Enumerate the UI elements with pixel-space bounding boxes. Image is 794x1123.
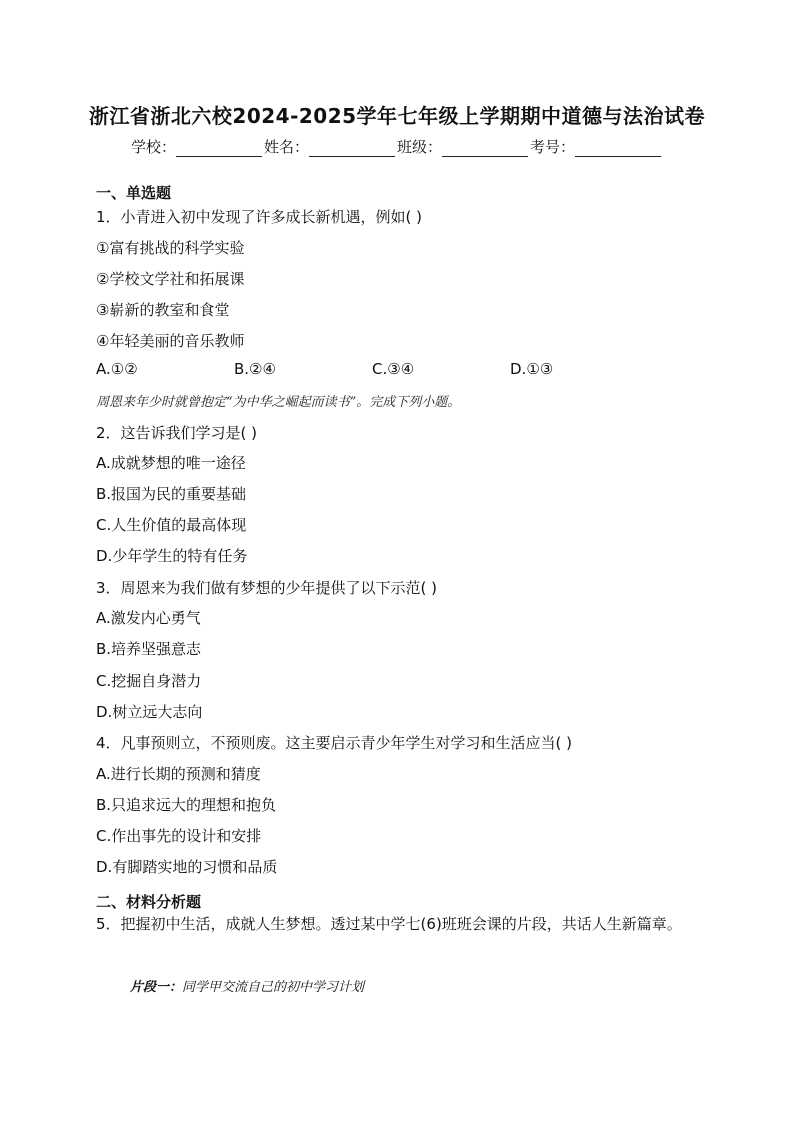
question-1-stem: 1．小青进入初中发现了许多成长新机遇，例如( ) [96,208,423,226]
fragment-1-label: 片段一： [130,980,183,995]
question-4-option-b[interactable]: B.只追求远大的理想和抱负 [96,796,277,814]
student-info-row [0,136,794,157]
name-label: 姓名： [263,138,309,156]
question-2-option-a[interactable]: A.成就梦想的唯一途径 [96,454,246,472]
question-1-option-d[interactable]: D.①③ [510,360,554,378]
material-intro: 周恩来年少时就曾抱定“为中华之崛起而读书”。完成下列小题。 [96,395,461,410]
name-field [264,136,397,157]
question-1-option-c[interactable]: C.③④ [372,360,415,378]
fragment-1-text: 同学甲交流自己的初中学习计划 [182,980,365,995]
question-3-option-d[interactable]: D.树立远大志向 [96,703,203,721]
question-3-stem: 3．周恩来为我们做有梦想的少年提供了以下示范( ) [96,579,438,597]
number-field [530,136,663,157]
question-3-option-b[interactable]: B.培养坚强意志 [96,640,202,658]
section-heading-single-choice: 一、单选题 [96,184,172,202]
question-2-option-c[interactable]: C.人生价值的最高体现 [96,516,247,534]
question-5-stem: 5．把握初中生活，成就人生梦想。透过某中学七(6)班班会课的片段，共话人生新篇章。 [96,915,682,933]
question-1-item: ③崭新的教室和食堂 [96,301,230,319]
question-1-option-a[interactable]: A.①② [96,360,138,378]
question-2-stem: 2．这告诉我们学习是( ) [96,424,258,442]
question-4-option-a[interactable]: A.进行长期的预测和猜度 [96,765,261,783]
question-4-option-c[interactable]: C.作出事先的设计和安排 [96,827,262,845]
question-1-item: ①富有挑战的科学实验 [96,239,245,257]
question-3-option-a[interactable]: A.激发内心勇气 [96,609,201,627]
question-4-stem: 4．凡事预则立，不预则废。这主要启示青少年学生对学习和生活应当( ) [96,734,573,752]
question-1-option-b[interactable]: B.②④ [234,360,276,378]
number-blank[interactable] [575,140,661,157]
exam-title: 浙江省浙北六校2024-2025学年七年级上学期期中道德与法治试卷 [88,104,706,128]
question-2-option-b[interactable]: B.报国为民的重要基础 [96,485,247,503]
school-blank[interactable] [176,140,262,157]
class-field [397,136,530,157]
fragment-1 [130,976,364,995]
school-label: 学校： [130,138,176,156]
question-2-option-d[interactable]: D.少年学生的特有任务 [96,547,248,565]
class-label: 班级： [397,138,443,156]
section-heading-material-analysis: 二、材料分析题 [96,893,202,911]
number-label: 考号： [530,138,576,156]
school-field [131,136,264,157]
class-blank[interactable] [442,140,528,157]
question-1-item: ②学校文学社和拓展课 [96,270,245,288]
question-1-item: ④年轻美丽的音乐教师 [96,332,245,350]
name-blank[interactable] [309,140,395,157]
question-4-option-d[interactable]: D.有脚踏实地的习惯和品质 [96,858,278,876]
question-3-option-c[interactable]: C.挖掘自身潜力 [96,672,202,690]
